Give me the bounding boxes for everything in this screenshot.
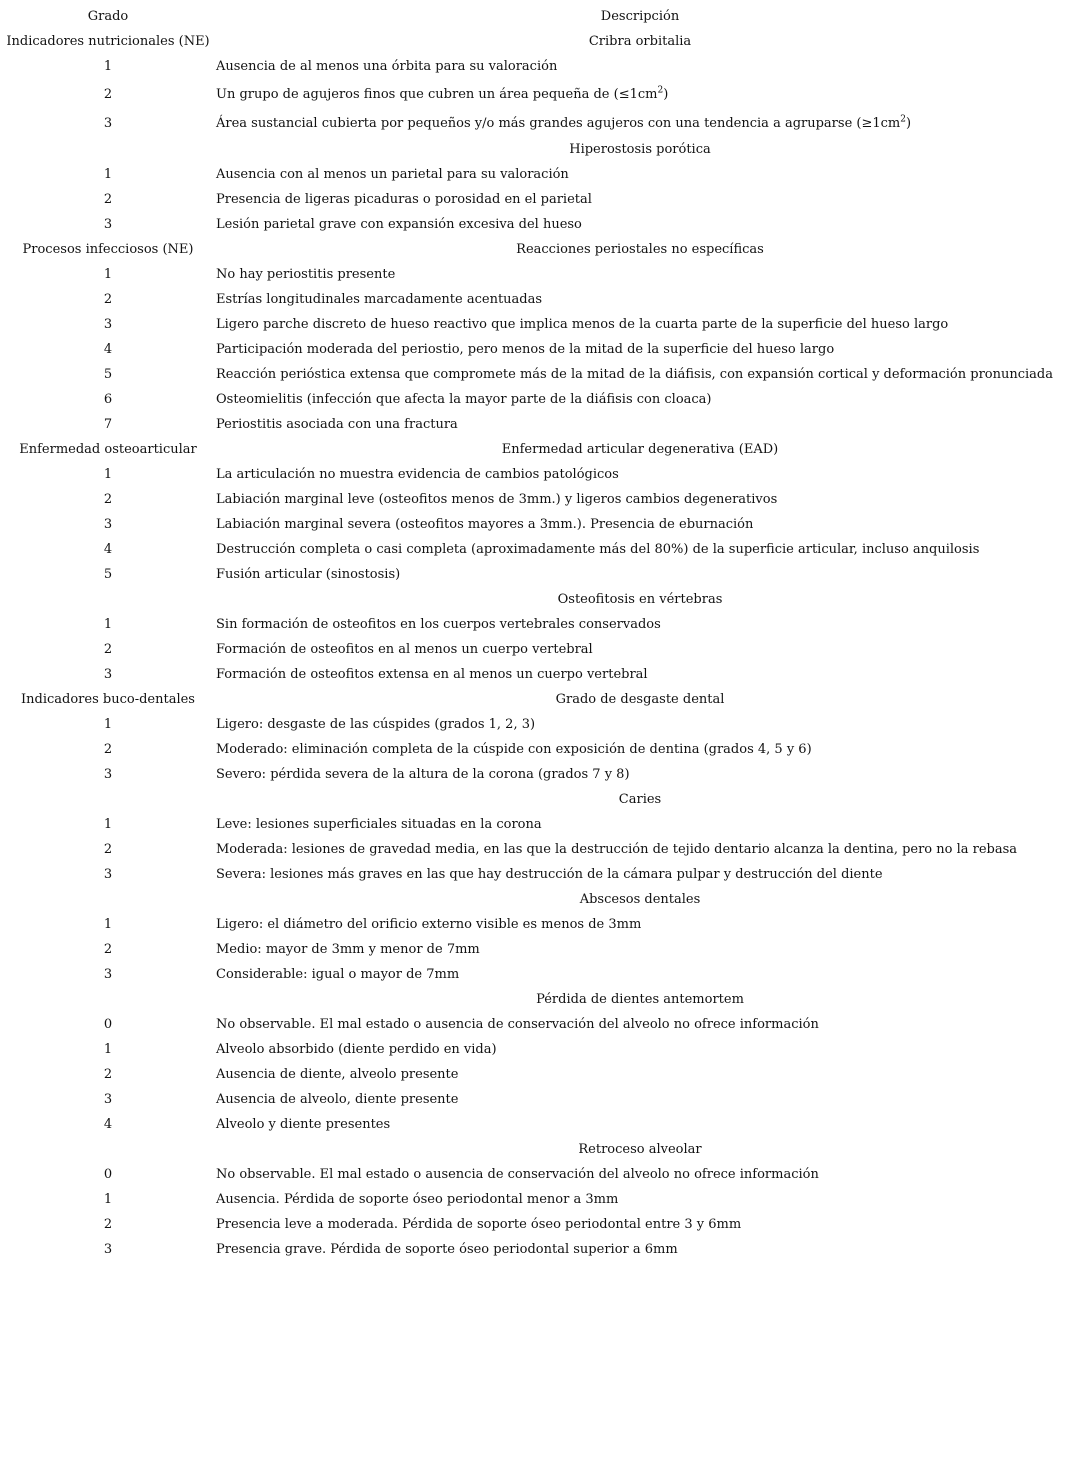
description-text: Fusión articular (sinostosis): [216, 567, 401, 582]
description-cell: [216, 517, 1074, 532]
section-row: [0, 137, 1074, 162]
table-row: [0, 737, 1074, 762]
description-cell: [216, 467, 1074, 482]
description-cell: [216, 59, 1074, 74]
grade-cell: 3: [103, 1242, 113, 1257]
description-cell: [216, 116, 1074, 131]
indicator-title: [216, 592, 1074, 607]
table-row: [0, 812, 1074, 837]
table-row: [0, 462, 1074, 487]
description-text: Alveolo absorbido (diente perdido en vida): [216, 1042, 497, 1057]
table-row: [0, 937, 1074, 962]
grade-cell: 1: [103, 267, 113, 282]
grade-cell: 2: [103, 292, 113, 307]
grade-cell: 2: [103, 1067, 113, 1082]
grade-cell: 2: [103, 842, 113, 857]
grade-cell: 3: [103, 767, 113, 782]
grade-cell: 3: [103, 967, 113, 982]
grade-cell: 4: [103, 1117, 113, 1132]
description-cell: [216, 1017, 1074, 1032]
table-row: [0, 1187, 1074, 1212]
description-text: Leve: lesiones superficiales situadas en la corona: [216, 817, 542, 832]
grade-cell: 1: [103, 917, 113, 932]
table-row: [0, 212, 1074, 237]
description-text: Periostitis asociada con una fractura: [216, 417, 458, 432]
table-row: [0, 1037, 1074, 1062]
indicator-title: [216, 692, 1074, 707]
grade-cell: 3: [103, 116, 113, 131]
grade-cell: 2: [103, 942, 113, 957]
table-row: [0, 612, 1074, 637]
table-row: [0, 1087, 1074, 1112]
table-row: [0, 1212, 1074, 1237]
description-text: Medio: mayor de 3mm y menor de 7mm: [216, 942, 480, 957]
description-text: Enfermedad articular degenerativa (EAD): [501, 442, 779, 457]
table-row: [0, 262, 1074, 287]
description-cell: [216, 167, 1074, 182]
grade-cell: 1: [103, 1042, 113, 1057]
indicator-title: [216, 1142, 1074, 1157]
section-row: [0, 437, 1074, 462]
grade-cell: 1: [103, 59, 113, 74]
table-row: [0, 912, 1074, 937]
description-cell: [216, 292, 1074, 307]
indicator-title: [216, 992, 1074, 1007]
table-row: [0, 662, 1074, 687]
grade-cell: 0: [103, 1167, 113, 1182]
description-text: Destrucción completa o casi completa (aproximadamente más del 80%) de la superficie articular, incluso anquilosis: [216, 542, 980, 557]
description-cell: [216, 767, 1074, 782]
table-row: [0, 1112, 1074, 1137]
description-text: No observable. El mal estado o ausencia de conservación del alveolo no ofrece información: [216, 1017, 819, 1032]
description-text: Severo: pérdida severa de la altura de la corona (grados 7 y 8): [216, 767, 630, 782]
description-text: Presencia de ligeras picaduras o porosidad en el parietal: [216, 192, 592, 207]
description-cell: [216, 1067, 1074, 1082]
description-cell: [216, 1242, 1074, 1257]
description-cell: [216, 87, 1074, 102]
description-text: Moderado: eliminación completa de la cúspide con exposición de dentina (grados 4, 5 y 6): [216, 742, 812, 757]
indicator-title: [216, 892, 1074, 907]
indicator-title: [216, 792, 1074, 807]
indicator-title: [216, 242, 1074, 257]
category-cell: Procesos infecciosos (NE): [22, 242, 194, 257]
grade-cell: 2: [103, 192, 113, 207]
grade-cell: 6: [103, 392, 113, 407]
description-text: Reacción perióstica extensa que compromete más de la mitad de la diáfisis, con expansión cortical y deformación pronunciada: [216, 367, 1054, 382]
category-cell: Indicadores buco-dentales: [21, 692, 195, 707]
table-row: [0, 362, 1074, 387]
table-row: [0, 162, 1074, 187]
header-descripcion: Descripción: [600, 9, 680, 24]
grade-cell: 1: [103, 717, 113, 732]
grade-cell: 4: [103, 342, 113, 357]
description-text: Pérdida de dientes antemortem: [536, 992, 744, 1007]
description-text: Ausencia de diente, alveolo presente: [216, 1067, 459, 1082]
description-text: Presencia grave. Pérdida de soporte óseo periodontal superior a 6mm: [216, 1242, 678, 1257]
description-text: No hay periostitis presente: [216, 267, 396, 282]
description-cell: [216, 1092, 1074, 1107]
description-text: Labiación marginal severa (osteofitos mayores a 3mm.). Presencia de eburnación: [216, 517, 754, 532]
description-cell: [216, 667, 1074, 682]
description-cell: [216, 942, 1074, 957]
grade-cell: 2: [103, 1217, 113, 1232]
description-cell: [216, 192, 1074, 207]
description-cell: [216, 617, 1074, 632]
table-row: [0, 1012, 1074, 1037]
table-row: [0, 1062, 1074, 1087]
grade-cell: 3: [103, 317, 113, 332]
description-tail: ): [663, 87, 669, 102]
description-cell: [216, 717, 1074, 732]
table-row: [0, 187, 1074, 212]
description-text: Labiación marginal leve (osteofitos menos de 3mm.) y ligeros cambios degenerativos: [216, 492, 778, 507]
indicator-title: [216, 142, 1074, 157]
description-cell: [216, 967, 1074, 982]
description-text: Alveolo y diente presentes: [216, 1117, 391, 1132]
description-text: Reacciones periostales no específicas: [516, 242, 764, 257]
table-row: [0, 312, 1074, 337]
description-cell: [216, 567, 1074, 582]
description-text: Ausencia con al menos un parietal para su valoración: [216, 167, 569, 182]
description-cell: [216, 1167, 1074, 1182]
section-row: [0, 237, 1074, 262]
grade-cell: 1: [103, 167, 113, 182]
grade-cell: 4: [103, 542, 113, 557]
grade-cell: 1: [103, 617, 113, 632]
grade-cell: 2: [103, 742, 113, 757]
description-cell: [216, 742, 1074, 757]
grade-cell: 0: [103, 1017, 113, 1032]
table-row: [0, 712, 1074, 737]
table-row: [0, 837, 1074, 862]
table-row: [0, 862, 1074, 887]
description-text: Grado de desgaste dental: [555, 692, 725, 707]
description-cell: [216, 217, 1074, 232]
grade-cell: 3: [103, 1092, 113, 1107]
description-cell: [216, 342, 1074, 357]
description-text: Lesión parietal grave con expansión excesiva del hueso: [216, 217, 582, 232]
table-row: [0, 54, 1074, 79]
category-cell: Enfermedad osteoarticular: [19, 442, 197, 457]
grade-cell: 7: [103, 417, 113, 432]
table-row: [0, 537, 1074, 562]
description-text: Hiperostosis porótica: [569, 142, 711, 157]
description-text: Estrías longitudinales marcadamente acentuadas: [216, 292, 543, 307]
description-cell: [216, 917, 1074, 932]
description-cell: [216, 367, 1074, 382]
description-text: Severa: lesiones más graves en las que hay destrucción de la cámara pulpar y destrucción del diente: [216, 867, 883, 882]
description-text: No observable. El mal estado o ausencia de conservación del alveolo no ofrece información: [216, 1167, 819, 1182]
table-row: [0, 412, 1074, 437]
description-cell: [216, 817, 1074, 832]
description-text: Ligero parche discreto de hueso reactivo que implica menos de la cuarta parte de la superficie del hueso largo: [216, 317, 949, 332]
table-body: [0, 29, 1074, 1262]
description-cell: [216, 1117, 1074, 1132]
description-cell: [216, 392, 1074, 407]
grade-cell: 3: [103, 517, 113, 532]
description-cell: [216, 1042, 1074, 1057]
description-text: Caries: [618, 792, 662, 807]
table-row: [0, 79, 1074, 108]
description-text: Ligero: el diámetro del orificio externo visible es menos de 3mm: [216, 917, 642, 932]
description-text: Retroceso alveolar: [578, 1142, 702, 1157]
description-text: Ausencia de al menos una órbita para su valoración: [216, 59, 558, 74]
description-cell: [216, 1192, 1074, 1207]
grade-cell: 5: [103, 567, 113, 582]
description-text: Sin formación de osteofitos en los cuerpos vertebrales conservados: [216, 617, 661, 632]
description-cell: [216, 417, 1074, 432]
table-row: [0, 1237, 1074, 1262]
description-text: Ausencia. Pérdida de soporte óseo periodontal menor a 3mm: [216, 1192, 619, 1207]
grade-cell: 1: [103, 1192, 113, 1207]
table-header: [0, 4, 1074, 29]
description-cell: [216, 842, 1074, 857]
description-text: Ausencia de alveolo, diente presente: [216, 1092, 459, 1107]
table-row: [0, 637, 1074, 662]
section-row: [0, 29, 1074, 54]
superscript: 2: [900, 114, 906, 125]
table-row: [0, 337, 1074, 362]
description-text: Ligero: desgaste de las cúspides (grados 1, 2, 3): [216, 717, 536, 732]
indicator-title: [216, 442, 1074, 457]
grade-cell: 3: [103, 217, 113, 232]
grading-table: [0, 4, 1074, 1262]
description-text: Osteomielitis (infección que afecta la mayor parte de la diáfisis con cloaca): [216, 392, 712, 407]
grade-cell: 5: [103, 367, 113, 382]
section-row: [0, 887, 1074, 912]
description-text: Osteofitosis en vértebras: [557, 592, 723, 607]
section-row: [0, 587, 1074, 612]
table-row: [0, 762, 1074, 787]
section-row: [0, 1137, 1074, 1162]
grade-cell: 3: [103, 867, 113, 882]
description-text: Formación de osteofitos extensa en al menos un cuerpo vertebral: [216, 667, 648, 682]
superscript: 2: [657, 85, 664, 96]
table-row: [0, 1162, 1074, 1187]
grade-cell: 2: [103, 87, 113, 102]
description-cell: [216, 317, 1074, 332]
description-text: Abscesos dentales: [579, 892, 701, 907]
description-text: Moderada: lesiones de gravedad media, en las que la destrucción de tejido dentario alcanza la dentina, pero no la rebasa: [216, 842, 1018, 857]
header-grado: Grado: [87, 9, 129, 24]
grade-cell: 1: [103, 817, 113, 832]
section-row: [0, 787, 1074, 812]
table-row: [0, 387, 1074, 412]
description-text: Considerable: igual o mayor de 7mm: [216, 967, 460, 982]
description-text: Participación moderada del periostio, pero menos de la mitad de la superficie del hueso largo: [216, 342, 835, 357]
description-cell: [216, 492, 1074, 507]
description-cell: [216, 642, 1074, 657]
section-row: [0, 687, 1074, 712]
table-row: [0, 512, 1074, 537]
grade-cell: 2: [103, 492, 113, 507]
grade-cell: 2: [103, 642, 113, 657]
table-row: [0, 287, 1074, 312]
indicator-title: [216, 34, 1074, 49]
description-text: Presencia leve a moderada. Pérdida de soporte óseo periodontal entre 3 y 6mm: [216, 1217, 742, 1232]
table-row: [0, 962, 1074, 987]
table-row: [0, 487, 1074, 512]
description-cell: [216, 1217, 1074, 1232]
section-row: [0, 987, 1074, 1012]
description-text: Un grupo de agujeros finos que cubren un área pequeña de (≤1cm: [216, 87, 658, 102]
description-cell: [216, 267, 1074, 282]
description-cell: [216, 542, 1074, 557]
category-cell: Indicadores nutricionales (NE): [6, 34, 210, 49]
table-row: [0, 108, 1074, 137]
description-text: La articulación no muestra evidencia de cambios patológicos: [216, 467, 619, 482]
description-text: Área sustancial cubierta por pequeños y/o más grandes agujeros con una tendencia a agruparse (≥1cm: [216, 116, 901, 131]
description-cell: [216, 867, 1074, 882]
description-tail: ): [905, 116, 912, 131]
grade-cell: 3: [103, 667, 113, 682]
grade-cell: 1: [103, 467, 113, 482]
table-row: [0, 562, 1074, 587]
description-text: Cribra orbitalia: [588, 34, 692, 49]
description-text: Formación de osteofitos en al menos un cuerpo vertebral: [216, 642, 593, 657]
